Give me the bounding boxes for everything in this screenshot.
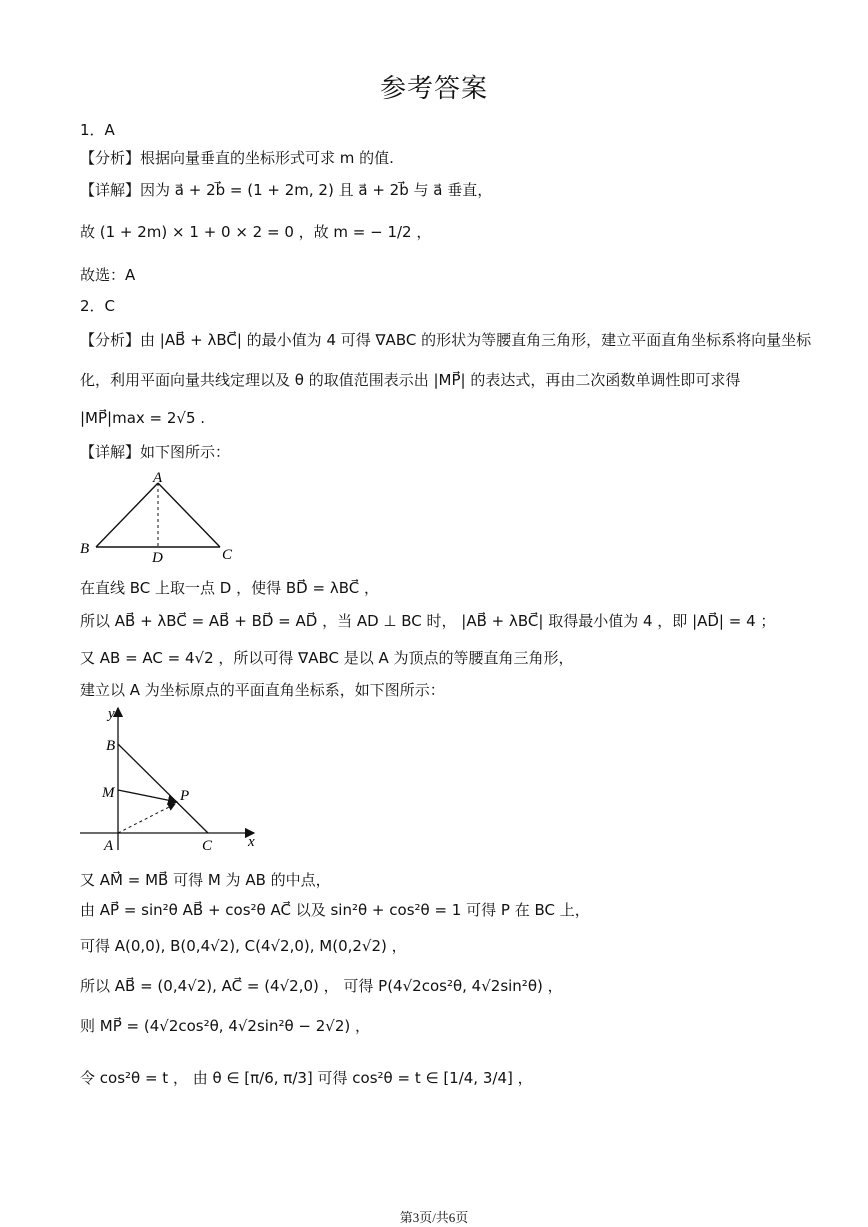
q2-step-10: 令 cos²θ = t ， 由 θ ∈ [π/6, π/3] 可得 cos²θ = t ∈ [1/4, 3/4] ，	[80, 1069, 533, 1087]
q1-analysis: 【分析】根据向量垂直的坐标形式可求 m 的值.	[80, 149, 394, 167]
page-title: 参考答案	[379, 74, 488, 104]
label-c2: C	[202, 838, 213, 854]
label-p: P	[180, 788, 190, 804]
side-ac	[158, 483, 220, 547]
q2-detail: 【详解】如下图所示：	[80, 443, 231, 461]
q1-number: 1．A	[80, 121, 115, 139]
q2-step-6: 由 AP⃗ = sin²θ AB⃗ + cos²θ AC⃗ 以及 sin²θ + cos²θ = 1 可得 P 在 BC 上，	[80, 901, 590, 919]
label-d: D	[152, 550, 163, 566]
label-a2: A	[104, 838, 114, 854]
label-b: B	[80, 541, 90, 557]
q1-detail: 【详解】因为 a⃗ + 2b⃗ = (1 + 2m, 2) 且 a⃗ + 2b⃗ 与 a⃗ 垂直，	[80, 181, 493, 199]
segment-bc	[118, 744, 208, 833]
triangle-figure	[78, 470, 238, 566]
label-a: A	[153, 470, 163, 486]
q2-step-7: 可得 A(0,0), B(0,4√2), C(4√2,0), M(0,2√2) ，	[80, 937, 407, 955]
vector-mp	[118, 790, 177, 802]
q2-step-2: 所以 AB⃗ + λBC⃗ = AB⃗ + BD⃗ = AD⃗ ，当 AD ⊥ BC 时， |AB⃗ + λBC⃗| 取得最小值为 4 ，即 |AD⃗| = 4 ；	[80, 612, 776, 630]
page-footer: 第3页/共6页	[399, 1210, 469, 1225]
label-b2: B	[106, 738, 116, 754]
q1-calc: 故 (1 + 2m) × 1 + 0 × 2 = 0 ，故 m = − 1/2 ，	[80, 223, 432, 241]
q1-choice: 故选：A	[80, 266, 136, 284]
q2-step-9: 则 MP⃗ = (4√2cos²θ, 4√2sin²θ − 2√2) ，	[80, 1017, 371, 1035]
side-ab	[96, 483, 158, 547]
q2-step-5: 又 AM⃗ = MB⃗ 可得 M 为 AB 的中点，	[80, 871, 331, 889]
label-x: x	[248, 834, 255, 850]
q2-step-4: 建立以 A 为坐标原点的平面直角坐标系，如下图所示：	[80, 681, 445, 699]
vector-ap	[118, 804, 175, 833]
q2-step-8: 所以 AB⃗ = (0,4√2), AC⃗ = (4√2,0) ， 可得 P(4√2cos²θ, 4√2sin²θ) ，	[80, 977, 563, 995]
q2-step-3: 又 AB = AC = 4√2 ，所以可得 ∇ABC 是以 A 为顶点的等腰直角三角形，	[80, 649, 574, 667]
q2-analysis-3: |MP⃗|max = 2√5 .	[80, 409, 206, 427]
label-m: M	[102, 785, 115, 801]
label-y: y	[108, 706, 115, 722]
q2-number: 2．C	[80, 297, 116, 315]
coordinate-figure	[78, 700, 268, 858]
q2-analysis-1: 【分析】由 |AB⃗ + λBC⃗| 的最小值为 4 可得 ∇ABC 的形状为等腰直角三角形，建立平面直角坐标系将向量坐标	[80, 331, 812, 349]
label-c: C	[222, 547, 233, 563]
q2-step-1: 在直线 BC 上取一点 D ，使得 BD⃗ = λBC⃗ ，	[80, 579, 379, 597]
q2-analysis-2: 化，利用平面向量共线定理以及 θ 的取值范围表示出 |MP⃗| 的表达式，再由二次函数单调性即可求得	[80, 371, 741, 389]
